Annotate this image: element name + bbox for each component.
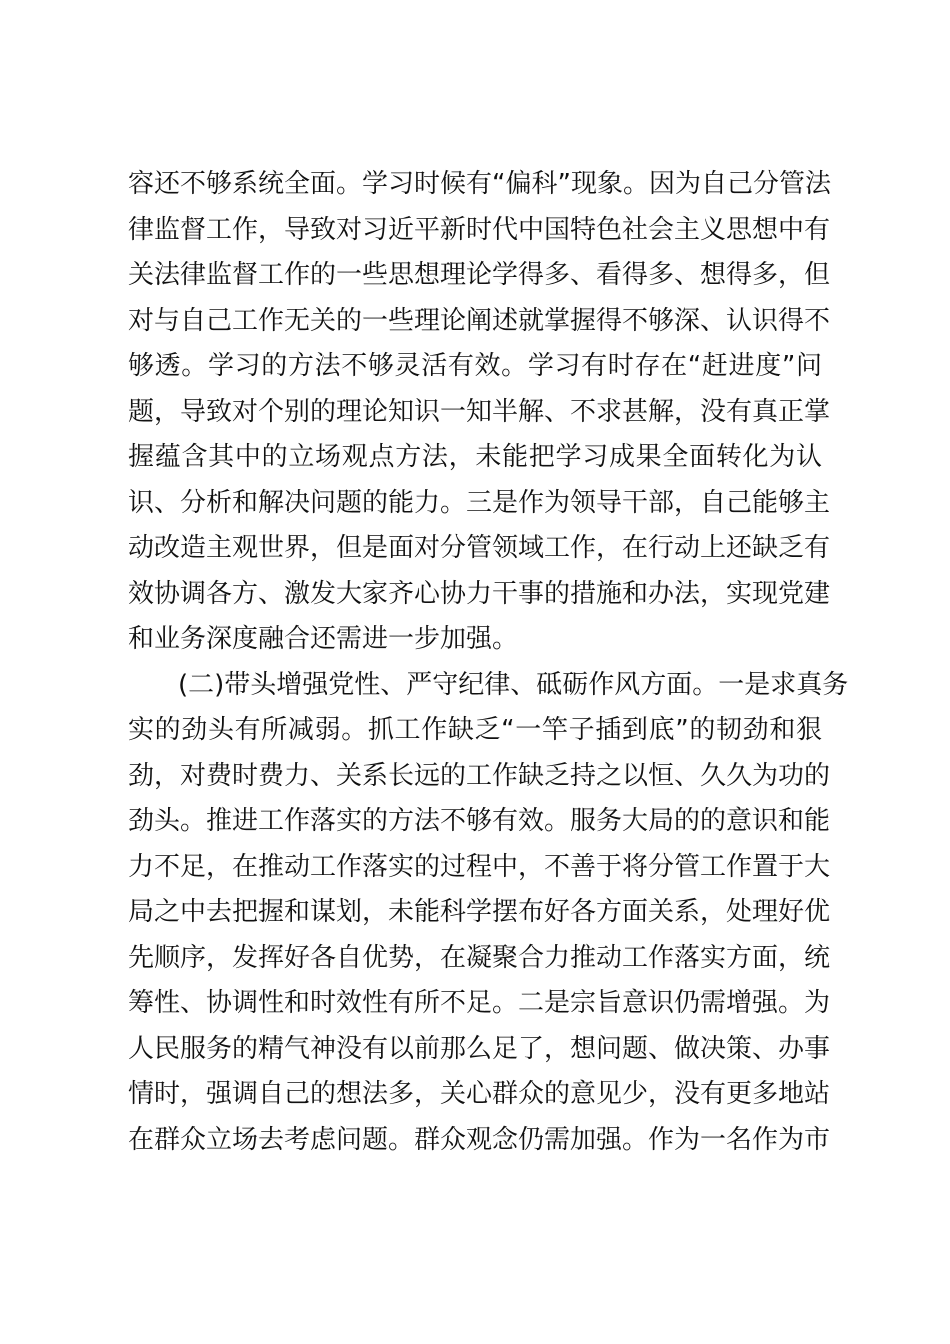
text-line: 筹性、协调性和时效性有所不足。二是宗旨意识仍需增强。为 bbox=[128, 988, 831, 1018]
text-line: 力不足，在推动工作落实的过程中，不善于将分管工作置于大 bbox=[128, 851, 831, 882]
text-line: 关法律监督工作的一些思想理论学得多、看得多、想得多，但 bbox=[128, 260, 831, 290]
text-line: 先顺序，发挥好各自优势，在凝聚合力推动工作落实方面，统 bbox=[128, 942, 831, 973]
text-line: 动改造主观世界，但是面对分管领域工作，在行动上还缺乏有 bbox=[128, 533, 831, 563]
text-line: 在群众立场去考虑问题。群众观念仍需加强。作为一名作为市 bbox=[128, 1124, 831, 1155]
text-line: 效协调各方、激发大家齐心协力干事的措施和办法，实现党建 bbox=[128, 578, 831, 609]
text-line: (二)带头增强党性、严守纪律、砥砺作风方面。一是求真务 bbox=[178, 669, 849, 700]
text-line: 识、分析和解决问题的能力。三是作为领导干部，自己能够主 bbox=[128, 487, 831, 518]
text-line: 够透。学习的方法不够灵活有效。学习有时存在“赶进度”问 bbox=[128, 351, 822, 381]
text-line: 局之中去把握和谋划，未能科学摆布好各方面关系，处理好优 bbox=[128, 897, 831, 927]
text-line: 劲，对费时费力、关系长远的工作缺乏持之以恒、久久为功的 bbox=[128, 760, 831, 791]
text-line: 对与自己工作无关的一些理论阐述就掌握得不够深、认识得不 bbox=[128, 305, 831, 336]
text-line: 和业务深度融合还需进一步加强。 bbox=[128, 624, 519, 654]
text-line: 情时，强调自己的想法多，关心群众的意见少，没有更多地站 bbox=[128, 1079, 831, 1109]
text-line: 容还不够系统全面。学习时候有“偏科”现象。因为自己分管法 bbox=[128, 169, 831, 199]
text-line: 律监督工作，导致对习近平新时代中国特色社会主义思想中有 bbox=[128, 214, 831, 245]
paragraph-2 bbox=[128, 663, 849, 1164]
text-line: 劲头。推进工作落实的方法不够有效。服务大局的的意识和能 bbox=[128, 806, 831, 836]
text-line: 握蕴含其中的立场观点方法，未能把学习成果全面转化为认 bbox=[128, 442, 822, 472]
document-body bbox=[128, 162, 849, 1163]
text-line: 人民服务的精气神没有以前那么足了，想问题、做决策、办事 bbox=[128, 1033, 831, 1064]
paragraph-1 bbox=[128, 162, 831, 663]
text-line: 题，导致对个别的理论知识一知半解、不求甚解，没有真正掌 bbox=[128, 396, 831, 427]
text-line: 实的劲头有所减弱。抓工作缺乏“一竿子插到底”的韧劲和狠 bbox=[128, 715, 822, 745]
